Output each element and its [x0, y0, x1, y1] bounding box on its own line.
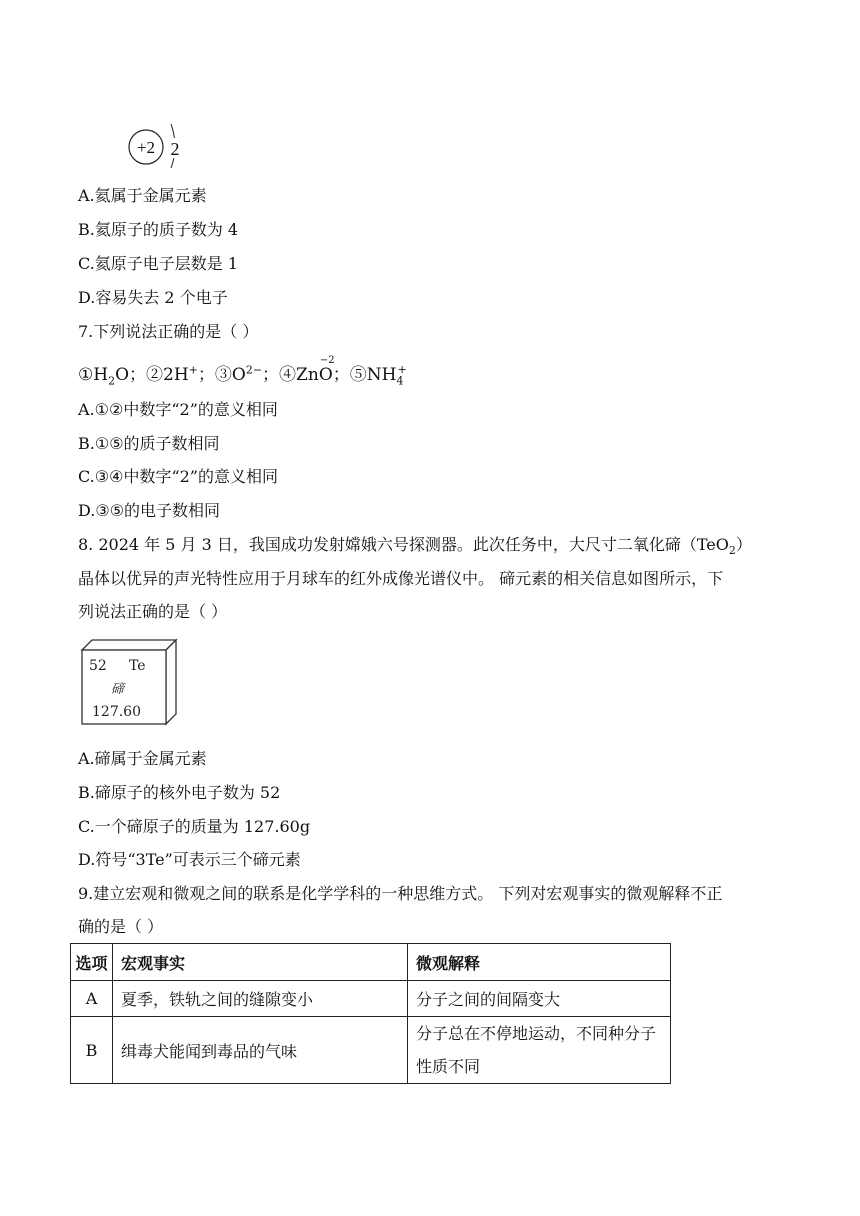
atomic-mass: 127.60 [92, 704, 141, 720]
q7-option-c: C.③④中数字“2”的意义相同 [78, 467, 278, 486]
q6-option-c: C.氦原子电子层数是 1 [78, 254, 239, 273]
header-option: 选项 [71, 944, 113, 981]
formula-2: ②2H+； [146, 363, 215, 385]
q7-formula-list [78, 355, 407, 388]
shell-electron-count: 2 [170, 139, 180, 159]
table-header-row [71, 944, 671, 981]
q9-stem-line-2: 确的是（ ） [78, 917, 164, 936]
nucleus-charge: +2 [136, 138, 156, 157]
atomic-number: 52 [89, 658, 107, 674]
q8-stem-line-3: 列说法正确的是（ ） [78, 602, 228, 621]
table-row [71, 1017, 671, 1084]
table-row [71, 981, 671, 1017]
tellurium-element-tile [80, 638, 180, 728]
q7-option-d: D.③⑤的电子数相同 [78, 501, 221, 520]
cell-option: A [71, 981, 113, 1017]
q9-stem-line-1: 9.建立宏观和微观之间的联系是化学学科的一种思维方式。 下列对宏观事实的微观解释不正 [78, 884, 723, 903]
q6-option-a: A.氦属于金属元素 [78, 186, 207, 205]
element-name: 碲 [111, 682, 125, 697]
q7-option-b: B.①⑤的质子数相同 [78, 434, 220, 453]
q8-option-a: A.碲属于金属元素 [78, 749, 207, 768]
header-fact: 宏观事实 [113, 944, 408, 981]
q7-option-a: A.①②中数字“2”的意义相同 [78, 400, 278, 419]
q8-option-c: C.一个碲原子的质量为 127.60g [78, 817, 311, 836]
cell-fact: 夏季，铁轨之间的缝隙变小 [113, 981, 408, 1017]
q6-option-d: D.容易失去 2 个电子 [78, 288, 228, 307]
cell-fact: 缉毒犬能闻到毒品的气味 [113, 1017, 408, 1084]
element-symbol: Te [129, 658, 146, 674]
cell-explanation: 分子之间的间隔变大 [408, 981, 671, 1017]
cell-explanation: 分子总在不停地运动，不同种分子性质不同 [408, 1017, 671, 1084]
formula-5: $⑤NH_4^+$ [349, 363, 407, 388]
cell-option: B [71, 1017, 113, 1084]
helium-atom-structure-diagram [118, 118, 188, 170]
q8-stem-line-2: 晶体以优异的声光特性应用于月球车的红外成像光谱仪中。 碲元素的相关信息如图所示，下 [78, 569, 724, 588]
q6-option-b: B.氦原子的质子数为 4 [78, 220, 239, 239]
formula-4: ④Zn −2 O； [279, 365, 350, 385]
valence-mark: −2 [319, 355, 335, 366]
formula-1: $①H_2O$； [78, 365, 147, 388]
q8-option-d: D.符号“3Te”可表示三个碲元素 [78, 850, 301, 869]
header-explanation: 微观解释 [408, 944, 671, 981]
q7-stem: 7.下列说法正确的是（ ） [78, 322, 259, 341]
q8-option-b: B.碲原子的核外电子数为 52 [78, 783, 281, 802]
q9-table [70, 943, 671, 1084]
formula-3: $③O^{2-}$； [214, 363, 280, 385]
q8-stem-line-1: 8. 2024 年 5 月 3 日，我国成功发射嫦娥六号探测器。此次任务中，大尺寸二氧化碲（TeO$_2$） [78, 535, 752, 558]
